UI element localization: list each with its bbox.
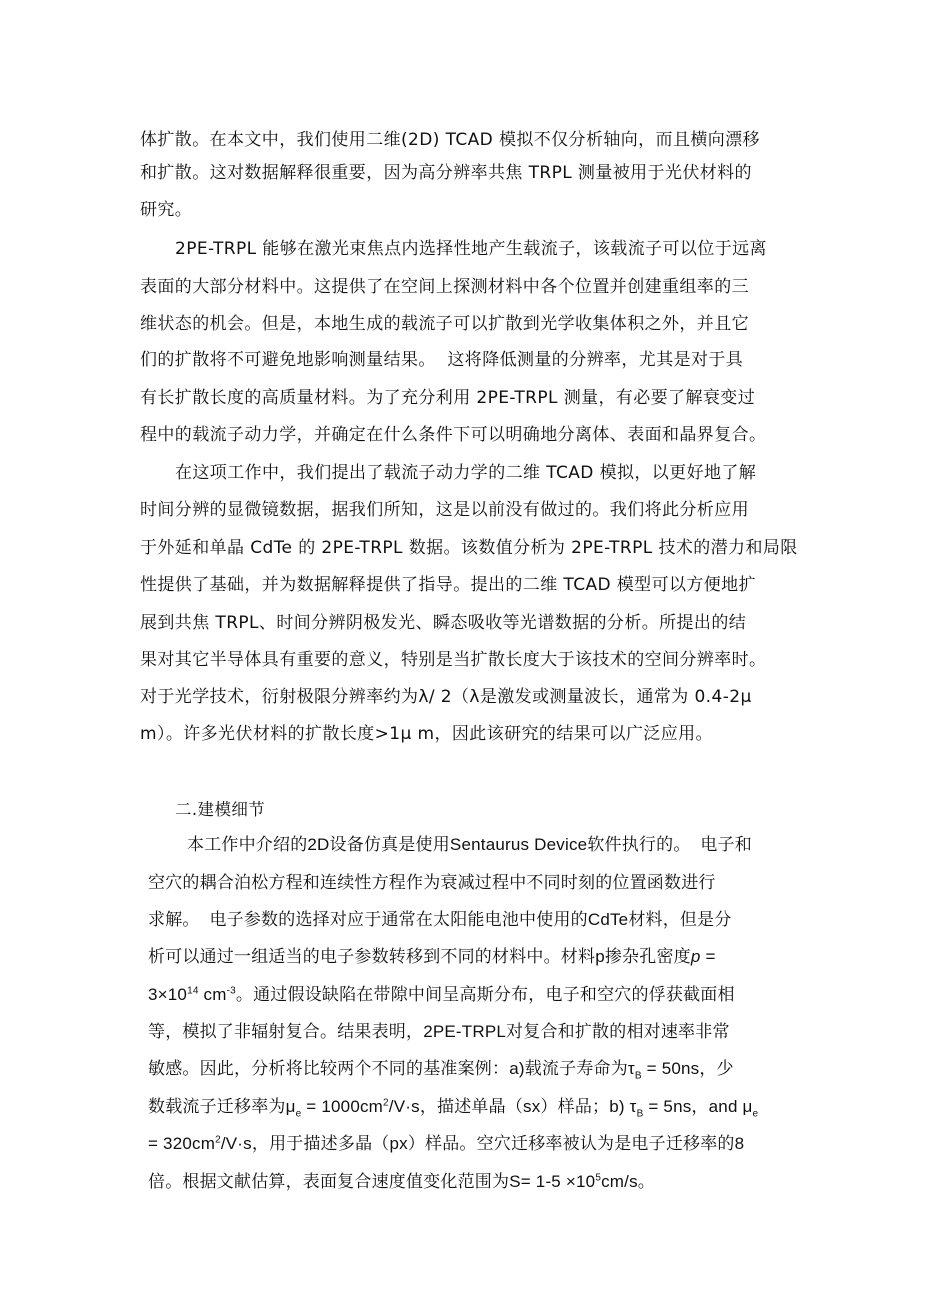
p3-line-5: 展到共焦 TRPL、时间分辨阴极发光、瞬态吸收等光谱数据的分析。所提出的结 xyxy=(140,613,747,633)
intro-line-1: 体扩散。在本文中，我们使用二维(2D) TCAD 模拟不仅分析轴向，而且横向漂移 xyxy=(140,130,760,150)
p2-line-6: 程中的载流子动力学，并确定在什么条件下可以明确地分离体、表面和晶界复合。 xyxy=(140,425,767,445)
p4-line-3: 求解。 电子参数的选择对应于通常在太阳能电池中使用的CdTe材料，但是分 xyxy=(148,910,732,929)
p4-line-8-subscript-2: B xyxy=(636,1108,644,1120)
p4-line-4-equals: = xyxy=(700,947,716,966)
p4-line-8-exponent: 2 xyxy=(383,1097,389,1109)
p4-line-5-base: 3×10 xyxy=(148,985,188,1004)
p4-line-8-subscript-3: e xyxy=(752,1108,759,1120)
p2-line-2: 表面的大部分材料中。这提供了在空间上探测材料中各个位置并创建重组率的三 xyxy=(140,277,749,297)
p4-line-5 xyxy=(148,984,735,1006)
p4-line-8-text-2: /V·s，描述单晶（sx）样品；b) τ xyxy=(388,1097,637,1116)
p4-line-10-exponent: 5 xyxy=(595,1172,602,1184)
intro-line-2: 和扩散。这对数据解释很重要，因为高分辨率共焦 TRPL 测量被用于光伏材料的 xyxy=(140,163,752,183)
p4-line-9-value: = 320cm xyxy=(148,1134,216,1153)
p4-line-8-subscript-1: e xyxy=(295,1108,302,1120)
intro-line-3: 研究。 xyxy=(140,200,193,220)
p4-line-8-text-3: = 5ns，and μ xyxy=(643,1097,753,1116)
p4-line-9-exponent: 2 xyxy=(215,1134,221,1146)
p3-line-4: 性提供了基础，并为数据解释提供了指导。提出的二维 TCAD 模型可以方便地扩 xyxy=(140,575,756,595)
p4-line-7-value: = 50ns，少 xyxy=(641,1059,734,1078)
p4-line-8-value: = 1000cm xyxy=(301,1097,384,1116)
p4-line-4-variable: p xyxy=(690,947,701,966)
p4-line-6: 等，模拟了非辐射复合。结果表明，2PE-TRPL对复合和扩散的相对速率非常 xyxy=(148,1022,730,1041)
p4-line-10-unit: cm/s。 xyxy=(601,1172,655,1191)
p4-line-5-unit: cm xyxy=(198,985,227,1004)
p3-line-8: m）。许多光伏材料的扩散长度>1μ m，因此该研究的结果可以广泛应用。 xyxy=(140,724,713,744)
p4-line-1: 本工作中介绍的2D设备仿真是使用Sentaurus Device软件执行的。 电子和 xyxy=(187,835,752,854)
p4-line-9 xyxy=(148,1133,744,1155)
p4-line-7 xyxy=(148,1058,734,1080)
section-heading: 二.建模细节 xyxy=(175,800,266,819)
p4-line-7-subscript: B xyxy=(634,1070,642,1082)
p3-line-2: 时间分辨的显微镜数据，据我们所知，这是以前没有做过的。我们将此分析应用 xyxy=(140,500,749,520)
p2-line-4: 们的扩散将不可避免地影响测量结果。 这将降低测量的分辨率，尤其是对于具 xyxy=(140,350,744,370)
p2-line-3: 维状态的机会。但是，本地生成的载流子可以扩散到光学收集体积之外，并且它 xyxy=(140,314,749,334)
p4-line-10 xyxy=(148,1171,655,1193)
p4-line-7-text: 敏感。因此，分析将比较两个不同的基准案例：a)载流子寿命为τ xyxy=(148,1059,635,1078)
p3-line-7: 对于光学技术，衍射极限分辨率约为λ/ 2（λ是激发或测量波长，通常为 0.4-2μ xyxy=(140,687,752,707)
p4-line-5-text: 。通过假设缺陷在带隙中间呈高斯分布，电子和空穴的俘获截面相 xyxy=(235,985,735,1004)
p4-line-8-text: 数载流子迁移率为μ xyxy=(148,1097,296,1116)
p3-line-6: 果对其它半导体具有重要的意义，特别是当扩散长度大于该技术的空间分辨率时。 xyxy=(140,650,767,670)
p2-line-1: 2PE-TRPL 能够在激光束焦点内选择性地产生载流子，该载流子可以位于远离 xyxy=(175,239,767,259)
p4-line-10-text: 倍。根据文献估算，表面复合速度值变化范围为S= 1-5 ×10 xyxy=(148,1172,596,1191)
p4-line-5-exponent: 14 xyxy=(187,985,199,997)
p4-line-8 xyxy=(148,1096,758,1118)
p4-line-4 xyxy=(148,946,716,968)
p4-line-5-unit-exponent: -3 xyxy=(226,985,236,997)
p4-line-4-text: 析可以通过一组适当的电子参数转移到不同的材料中。材料p掺杂孔密度 xyxy=(148,947,691,966)
p4-line-2: 空穴的耦合泊松方程和连续性方程作为衰减过程中不同时刻的位置函数进行 xyxy=(148,873,716,892)
p3-line-3: 于外延和单晶 CdTe 的 2PE-TRPL 数据。该数值分析为 2PE-TRPL 技术的潜力和局限 xyxy=(140,538,798,558)
p3-line-1: 在这项工作中，我们提出了载流子动力学的二维 TCAD 模拟，以更好地了解 xyxy=(175,463,757,483)
p2-line-5: 有长扩散长度的高质量材料。为了充分利用 2PE-TRPL 测量，有必要了解衰变过 xyxy=(140,388,756,408)
p4-line-9-text: /V·s，用于描述多晶（px）样品。空穴迁移率被认为是电子迁移率的8 xyxy=(220,1134,745,1153)
